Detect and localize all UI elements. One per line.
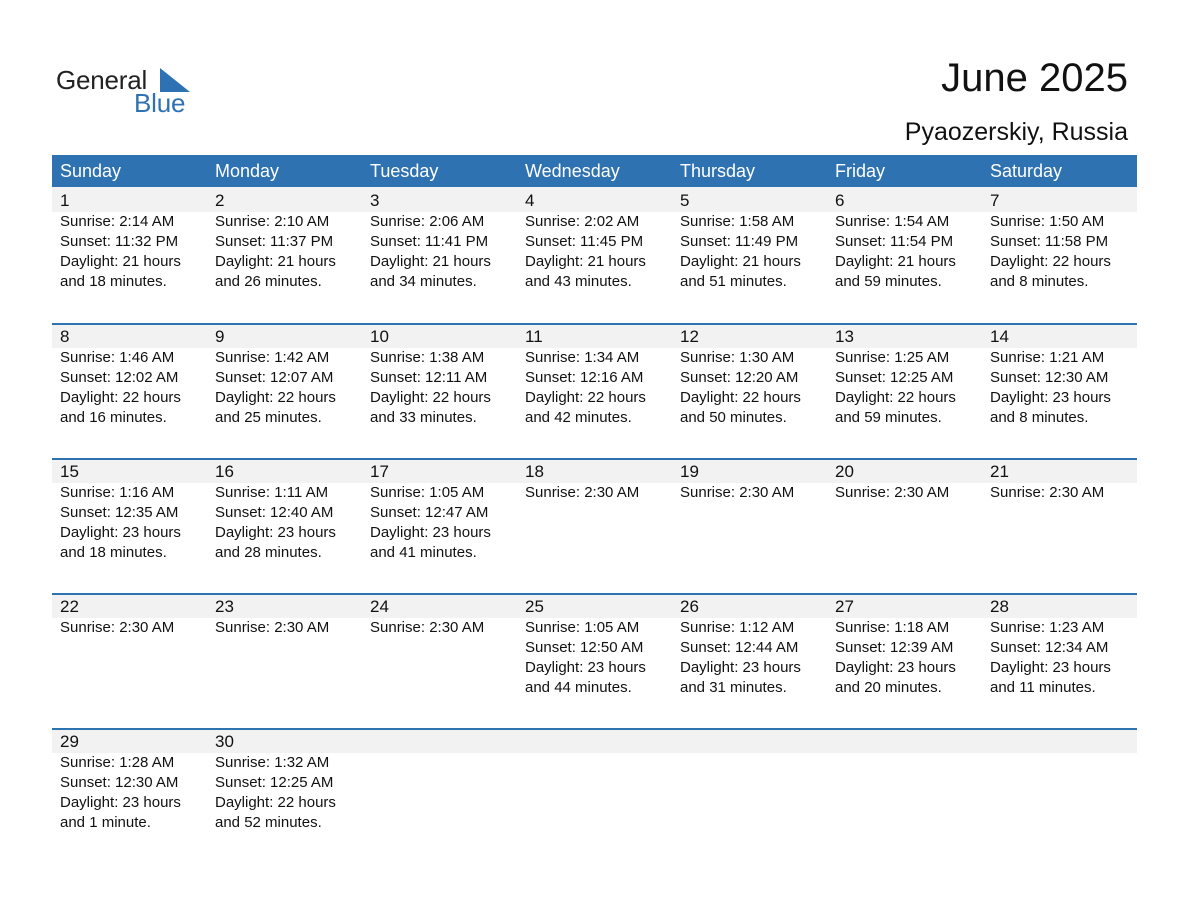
- day-cell: [517, 593, 672, 728]
- sunrise-text: Sunrise: 1:50 AM: [990, 213, 1105, 230]
- day-number: 28: [990, 597, 1009, 616]
- sunset-text: Sunset: 11:54 PM: [835, 233, 954, 250]
- sunset-text: Sunset: 12:44 AM: [680, 639, 799, 656]
- day-number: 7: [990, 191, 1000, 210]
- day-cell: [207, 323, 362, 458]
- weekday-header-row: [52, 155, 1137, 187]
- day-cell: [982, 728, 1137, 863]
- daylight-text: and 41 minutes.: [370, 544, 477, 561]
- day-number: 15: [60, 462, 79, 481]
- sunrise-text: Sunrise: 2:02 AM: [525, 213, 640, 230]
- daylight-text: Daylight: 21 hours: [60, 253, 181, 270]
- sunrise-text: Sunrise: 1:28 AM: [60, 754, 175, 771]
- day-cell: [982, 323, 1137, 458]
- day-number: 3: [370, 191, 380, 210]
- daylight-text: and 59 minutes.: [835, 409, 942, 426]
- sunrise-text: Sunrise: 2:30 AM: [680, 484, 795, 501]
- daylight-text: Daylight: 23 hours: [835, 659, 956, 676]
- day-number: 22: [60, 597, 79, 616]
- day-cell: [672, 728, 827, 863]
- day-cell: [827, 593, 982, 728]
- daylight-text: and 11 minutes.: [990, 679, 1096, 696]
- day-cell: [362, 187, 517, 322]
- daylight-text: and 20 minutes.: [835, 679, 942, 696]
- day-cell: [982, 187, 1137, 322]
- day-number: 16: [215, 462, 234, 481]
- sunrise-text: Sunrise: 1:42 AM: [215, 349, 330, 366]
- day-number: [990, 728, 1137, 753]
- day-cell: [362, 728, 517, 863]
- sunset-text: Sunset: 11:37 PM: [215, 233, 334, 250]
- day-cell: [827, 458, 982, 593]
- day-number: [525, 728, 672, 753]
- sunrise-text: Sunrise: 1:38 AM: [370, 349, 485, 366]
- sunrise-text: Sunrise: 1:11 AM: [215, 484, 329, 501]
- daylight-text: and 1 minute.: [60, 814, 151, 831]
- day-cell: [517, 728, 672, 863]
- calendar-title: June 2025: [941, 56, 1128, 100]
- sunrise-text: Sunrise: 2:30 AM: [60, 619, 175, 636]
- calendar-location: Pyaozerskiy, Russia: [904, 118, 1128, 146]
- daylight-text: and 59 minutes.: [835, 273, 942, 290]
- day-cell: [52, 728, 207, 863]
- day-number: 1: [60, 191, 70, 210]
- day-number: 5: [680, 191, 690, 210]
- sunset-text: Sunset: 11:58 PM: [990, 233, 1109, 250]
- daylight-text: Daylight: 23 hours: [680, 659, 801, 676]
- daylight-text: Daylight: 23 hours: [990, 389, 1111, 406]
- daylight-text: Daylight: 22 hours: [990, 253, 1111, 270]
- sunset-text: Sunset: 11:32 PM: [60, 233, 179, 250]
- daylight-text: Daylight: 22 hours: [215, 389, 336, 406]
- day-number: 8: [60, 327, 70, 346]
- day-cell: [52, 187, 207, 322]
- daylight-text: and 34 minutes.: [370, 273, 477, 290]
- day-number: 18: [525, 462, 544, 481]
- sunset-text: Sunset: 12:16 AM: [525, 369, 644, 386]
- sunset-text: Sunset: 12:50 AM: [525, 639, 644, 656]
- sunrise-text: Sunrise: 1:25 AM: [835, 349, 950, 366]
- day-cell: [207, 187, 362, 322]
- day-number: 10: [370, 327, 389, 346]
- day-number: 29: [60, 732, 79, 751]
- day-cell: [672, 187, 827, 322]
- weekday-header-friday: Friday: [835, 161, 886, 181]
- day-number: 11: [525, 327, 543, 346]
- sunrise-text: Sunrise: 1:21 AM: [990, 349, 1105, 366]
- day-number: 6: [835, 191, 845, 210]
- day-number: 20: [835, 462, 854, 481]
- day-number: 4: [525, 191, 535, 210]
- day-cell: [517, 458, 672, 593]
- day-cell: [52, 458, 207, 593]
- daylight-text: and 8 minutes.: [990, 409, 1089, 426]
- daylight-text: Daylight: 23 hours: [990, 659, 1111, 676]
- day-number: 12: [680, 327, 699, 346]
- daylight-text: Daylight: 21 hours: [680, 253, 801, 270]
- daylight-text: Daylight: 21 hours: [525, 253, 646, 270]
- sunrise-text: Sunrise: 1:18 AM: [835, 619, 950, 636]
- day-cell: [362, 323, 517, 458]
- sunset-text: Sunset: 11:45 PM: [525, 233, 644, 250]
- day-number: 17: [370, 462, 389, 481]
- sunrise-text: Sunrise: 1:05 AM: [370, 484, 485, 501]
- sunrise-text: Sunrise: 1:46 AM: [60, 349, 175, 366]
- day-cell: [207, 458, 362, 593]
- daylight-text: and 42 minutes.: [525, 409, 632, 426]
- sunrise-text: Sunrise: 2:30 AM: [835, 484, 950, 501]
- day-number: [680, 728, 827, 753]
- sunset-text: Sunset: 12:25 AM: [835, 369, 954, 386]
- sunset-text: Sunset: 12:20 AM: [680, 369, 799, 386]
- daylight-text: Daylight: 22 hours: [370, 389, 491, 406]
- daylight-text: and 28 minutes.: [215, 544, 322, 561]
- sunrise-text: Sunrise: 1:30 AM: [680, 349, 795, 366]
- sunrise-text: Sunrise: 1:05 AM: [525, 619, 640, 636]
- day-number: 21: [990, 462, 1009, 481]
- day-number: 26: [680, 597, 699, 616]
- day-number: 27: [835, 597, 854, 616]
- sunset-text: Sunset: 12:02 AM: [60, 369, 179, 386]
- day-cell: [362, 458, 517, 593]
- weekday-header-thursday: Thursday: [680, 161, 756, 181]
- daylight-text: Daylight: 23 hours: [215, 524, 336, 541]
- sunset-text: Sunset: 12:30 AM: [60, 774, 179, 791]
- daylight-text: Daylight: 22 hours: [525, 389, 646, 406]
- sunrise-text: Sunrise: 1:58 AM: [680, 213, 795, 230]
- day-cell: [517, 187, 672, 322]
- daylight-text: Daylight: 22 hours: [215, 794, 336, 811]
- day-cell: [672, 323, 827, 458]
- day-cell: [52, 593, 207, 728]
- sunrise-text: Sunrise: 2:30 AM: [525, 484, 640, 501]
- weekday-header-saturday: Saturday: [990, 161, 1063, 181]
- sunrise-text: Sunrise: 2:14 AM: [60, 213, 175, 230]
- daylight-text: and 50 minutes.: [680, 409, 787, 426]
- daylight-text: Daylight: 22 hours: [835, 389, 956, 406]
- day-number: 23: [215, 597, 234, 616]
- sunset-text: Sunset: 12:25 AM: [215, 774, 334, 791]
- daylight-text: and 16 minutes.: [60, 409, 167, 426]
- weekday-header-wednesday: Wednesday: [525, 161, 620, 181]
- weekday-header-sunday: Sunday: [60, 161, 122, 181]
- sunset-text: Sunset: 12:30 AM: [990, 369, 1109, 386]
- daylight-text: and 18 minutes.: [60, 273, 167, 290]
- daylight-text: and 26 minutes.: [215, 273, 322, 290]
- day-cell: [52, 323, 207, 458]
- sunset-text: Sunset: 12:07 AM: [215, 369, 334, 386]
- sunrise-text: Sunrise: 1:34 AM: [525, 349, 640, 366]
- sunset-text: Sunset: 12:40 AM: [215, 504, 334, 521]
- calendar-weeks: [52, 187, 1137, 863]
- weekday-header-tuesday: Tuesday: [370, 161, 439, 181]
- logo-word-blue: Blue: [134, 88, 186, 118]
- daylight-text: Daylight: 23 hours: [370, 524, 491, 541]
- daylight-text: Daylight: 21 hours: [835, 253, 956, 270]
- week-row: [52, 728, 1137, 863]
- day-cell: [827, 728, 982, 863]
- daylight-text: Daylight: 23 hours: [525, 659, 646, 676]
- day-cell: [517, 323, 672, 458]
- week-row: [52, 458, 1137, 593]
- sunrise-text: Sunrise: 1:23 AM: [990, 619, 1105, 636]
- sunset-text: Sunset: 11:41 PM: [370, 233, 489, 250]
- sunset-text: Sunset: 12:35 AM: [60, 504, 179, 521]
- daylight-text: and 25 minutes.: [215, 409, 322, 426]
- daylight-text: Daylight: 22 hours: [60, 389, 181, 406]
- daylight-text: Daylight: 21 hours: [215, 253, 336, 270]
- sunset-text: Sunset: 12:34 AM: [990, 639, 1109, 656]
- daylight-text: Daylight: 21 hours: [370, 253, 491, 270]
- week-row: [52, 323, 1137, 458]
- sunrise-text: Sunrise: 1:16 AM: [60, 484, 175, 501]
- sunset-text: Sunset: 12:39 AM: [835, 639, 954, 656]
- day-number: [370, 728, 517, 753]
- sunrise-text: Sunrise: 1:54 AM: [835, 213, 950, 230]
- day-number: 9: [215, 327, 225, 346]
- sunrise-text: Sunrise: 2:06 AM: [370, 213, 485, 230]
- logo-word-general: General: [56, 65, 148, 95]
- daylight-text: Daylight: 23 hours: [60, 794, 181, 811]
- sunset-text: Sunset: 12:47 AM: [370, 504, 489, 521]
- day-number: 14: [990, 327, 1009, 346]
- day-number: 13: [835, 327, 854, 346]
- day-number: 25: [525, 597, 544, 616]
- day-number: 19: [680, 462, 699, 481]
- day-cell: [982, 458, 1137, 593]
- daylight-text: and 18 minutes.: [60, 544, 167, 561]
- day-cell: [672, 593, 827, 728]
- day-cell: [827, 323, 982, 458]
- daylight-text: and 44 minutes.: [525, 679, 632, 696]
- sunrise-text: Sunrise: 2:30 AM: [990, 484, 1105, 501]
- week-row: [52, 593, 1137, 728]
- day-cell: [207, 728, 362, 863]
- daylight-text: and 31 minutes.: [680, 679, 787, 696]
- day-number: 24: [370, 597, 389, 616]
- sunset-text: Sunset: 11:49 PM: [680, 233, 799, 250]
- daylight-text: and 8 minutes.: [990, 273, 1089, 290]
- daylight-text: and 51 minutes.: [680, 273, 787, 290]
- day-cell: [672, 458, 827, 593]
- day-number: 30: [215, 732, 234, 751]
- week-row: [52, 187, 1137, 323]
- daylight-text: and 33 minutes.: [370, 409, 477, 426]
- day-cell: [207, 593, 362, 728]
- sunrise-text: Sunrise: 2:10 AM: [215, 213, 330, 230]
- sunset-text: Sunset: 12:11 AM: [370, 369, 488, 386]
- month-calendar: [52, 155, 1137, 863]
- sunrise-text: Sunrise: 2:30 AM: [215, 619, 330, 636]
- day-cell: [827, 187, 982, 322]
- day-number: [835, 728, 982, 753]
- day-cell: [362, 593, 517, 728]
- weekday-header-monday: Monday: [215, 161, 280, 181]
- sunrise-text: Sunrise: 1:32 AM: [215, 754, 330, 771]
- sunrise-text: Sunrise: 2:30 AM: [370, 619, 485, 636]
- day-number: 2: [215, 191, 225, 210]
- daylight-text: and 43 minutes.: [525, 273, 632, 290]
- generalblue-logo: [56, 62, 206, 122]
- daylight-text: Daylight: 22 hours: [680, 389, 801, 406]
- daylight-text: and 52 minutes.: [215, 814, 322, 831]
- daylight-text: Daylight: 23 hours: [60, 524, 181, 541]
- sunrise-text: Sunrise: 1:12 AM: [680, 619, 795, 636]
- day-cell: [982, 593, 1137, 728]
